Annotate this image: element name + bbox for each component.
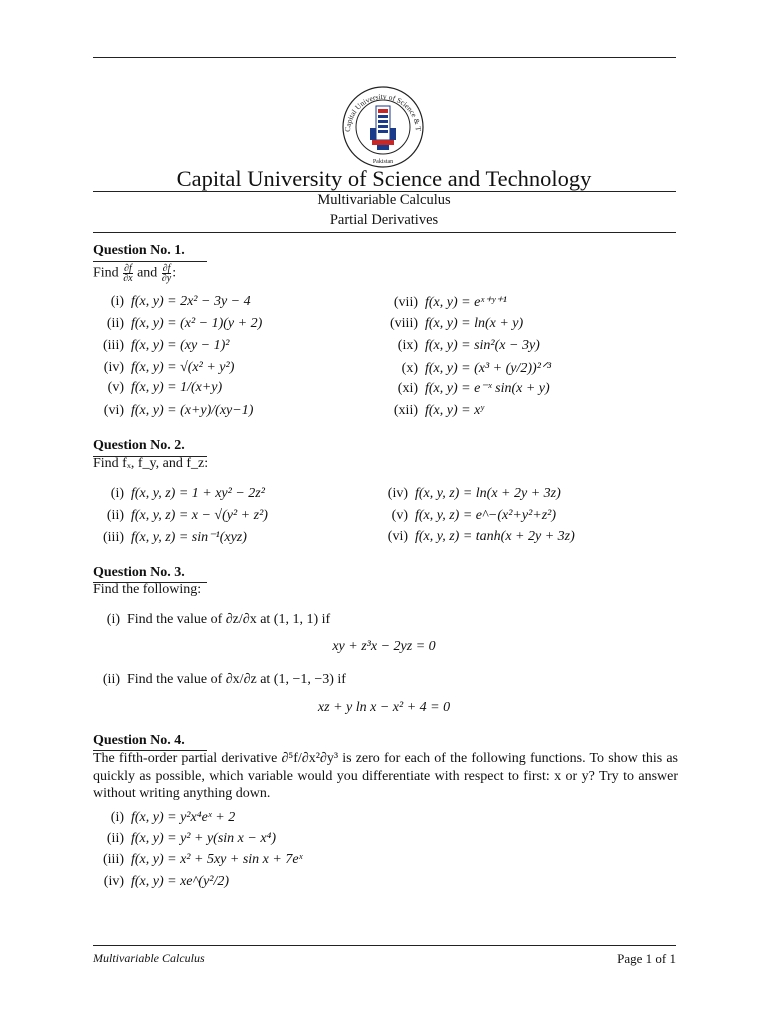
q3-part: (ii) Find the value of ∂x/∂z at (1, −1, −3) if — [102, 672, 346, 687]
university-logo — [340, 84, 426, 170]
q2-item: (i) f(x, y, z) = 1 + xy² − 2z² — [110, 486, 265, 501]
q1-item: (i) f(x, y) = 2x² − 3y − 4 — [110, 294, 251, 309]
q3-part: (i) Find the value of ∂z/∂x at (1, 1, 1) if — [106, 612, 331, 627]
footer-rule — [93, 945, 676, 946]
q4-item: (i) f(x, y) = y²x⁴eˣ + 2 — [110, 810, 236, 825]
q4-item: (iv) f(x, y) = xe^(y²/2) — [103, 874, 230, 889]
q3-equation: xy + z³x − 2yz = 0 — [332, 639, 436, 654]
q2-instruction: Find fₓ, f_y, and f_z: — [93, 456, 209, 471]
top-rule — [93, 57, 676, 58]
q2-heading: Question No. 2. — [93, 438, 185, 453]
q3-instruction: Find the following: — [93, 582, 202, 597]
svg-text:Capital University of Science: Capital University of Science & T — [342, 91, 424, 133]
q1-item: (ii) f(x, y) = (x² − 1)(y + 2) — [106, 316, 263, 331]
page-number: Page 1 of 1 — [617, 951, 676, 966]
q2-item: (v) f(x, y, z) = e^−(x²+y²+z²) — [391, 508, 557, 523]
q4-item: (iii) f(x, y) = x² + 5xy + sin x + 7eˣ — [103, 852, 303, 867]
q1-item: (vii) f(x, y) = eˣ⁺ʸ⁺¹ — [393, 295, 507, 310]
q1-instruction: Find $\frac{\partial f}{\partial x}$ and $\frac{\partial f}{\partial y}$ : — [93, 263, 177, 284]
footer-course: Multivariable Calculus — [93, 951, 205, 965]
q4-heading: Question No. 4. — [93, 733, 185, 748]
q1-underline — [93, 261, 207, 262]
q1-item: (viii) f(x, y) = ln(x + y) — [390, 316, 524, 331]
header-bottom-rule — [93, 232, 676, 233]
q2-item: (iii) f(x, y, z) = sin⁻¹(xyz) — [103, 530, 247, 545]
q1-item: (ix) f(x, y) = sin²(x − 3y) — [397, 338, 540, 353]
q1-item: (v) f(x, y) = 1/(x+y) — [107, 380, 223, 395]
q1-item: (xi) f(x, y) = e⁻ˣ sin(x + y) — [397, 381, 550, 396]
q2-item: (vi) f(x, y, z) = tanh(x + 2y + 3z) — [387, 529, 575, 544]
q3-heading: Question No. 3. — [93, 565, 185, 580]
q1-item: (vi) f(x, y) = (x+y)/(xy−1) — [103, 403, 254, 418]
q3-equation: xz + y ln x − x² + 4 = 0 — [317, 700, 451, 715]
svg-text:Pakistan: Pakistan — [372, 159, 394, 165]
q2-item: (iv) f(x, y, z) = ln(x + 2y + 3z) — [387, 486, 561, 501]
q4-item: (ii) f(x, y) = y² + y(sin x − x⁴) — [106, 831, 277, 846]
q1-item: (iv) f(x, y) = √(x² + y²) — [103, 360, 235, 375]
q1-item: (xii) f(x, y) = xʸ — [393, 403, 484, 418]
q4-paragraph: The fifth-order partial derivative ∂⁵f/∂x²∂y³ is zero for each of the following functions. To show this as quickly as possible, which variable would you differentiate with respect to first: x or y? Try to answer without writing anything down. — [93, 751, 678, 801]
topic-name: Partial Derivatives — [329, 212, 439, 228]
q1-item: (x) f(x, y) = (x³ + (y/2))²ᐟ³ — [401, 361, 552, 376]
course-name: Multivariable Calculus — [317, 192, 451, 208]
q1-item: (iii) f(x, y) = (xy − 1)² — [103, 338, 230, 353]
q1-heading: Question No. 1. — [93, 243, 185, 258]
q2-item: (ii) f(x, y, z) = x − √(y² + z²) — [106, 508, 268, 523]
university-title: Capital University of Science and Technology — [176, 166, 592, 191]
